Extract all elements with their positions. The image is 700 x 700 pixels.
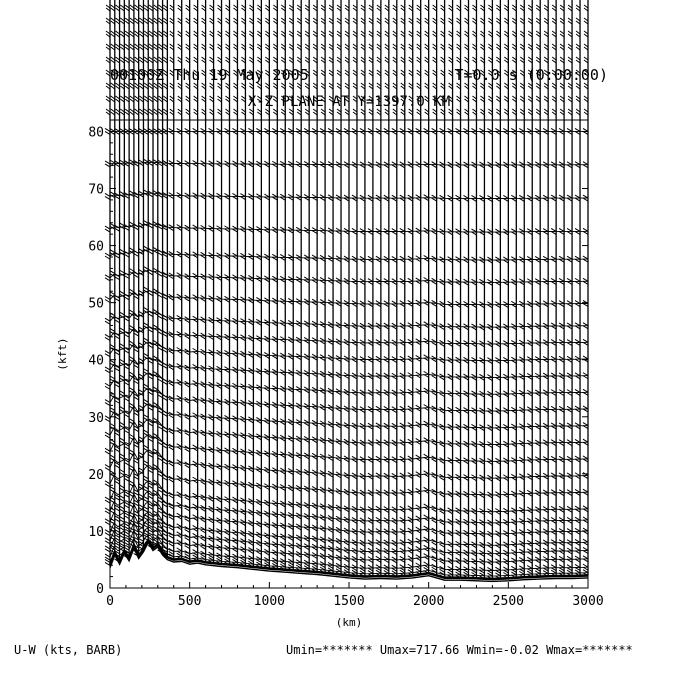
x-tick-label-0: 0 bbox=[106, 594, 114, 609]
y-tick-label-2: 20 bbox=[88, 467, 104, 483]
x-tick-label-4: 2000 bbox=[413, 594, 445, 609]
y-tick-label-6: 60 bbox=[88, 239, 104, 255]
y-tick-label-5: 50 bbox=[88, 296, 104, 312]
barb-flag-0-14 bbox=[105, 383, 110, 389]
y-axis-label: (kft) bbox=[56, 337, 69, 371]
barb-flag-0-6 bbox=[105, 508, 110, 514]
barb-flag-0-20 bbox=[105, 275, 110, 281]
barb-flag-0-23 bbox=[105, 193, 110, 199]
footer-left: U-W (kts, BARB) bbox=[14, 643, 123, 657]
x-axis-label: (km) bbox=[335, 616, 363, 629]
barb-flag-0-15 bbox=[105, 367, 110, 373]
y-tick-label-1: 10 bbox=[88, 524, 104, 540]
barb-flag-0-1 bbox=[105, 554, 110, 560]
barb-flag-0-25 bbox=[105, 128, 110, 134]
chart-subtitle: X-Z PLANE AT Y=1397.0 KM bbox=[247, 94, 451, 110]
barb-flag-0-16 bbox=[105, 351, 110, 357]
barb-flag-0-22 bbox=[105, 226, 110, 232]
barb-flag-0-17 bbox=[105, 334, 110, 340]
barb-flag-0-21 bbox=[105, 253, 110, 259]
barb-flag-0-11 bbox=[105, 432, 110, 438]
barb-flag-0-12 bbox=[105, 416, 110, 422]
barb-flag-0-5 bbox=[105, 519, 110, 525]
barb-flag-0-4 bbox=[105, 530, 110, 536]
barb-flag-0-3 bbox=[105, 538, 110, 544]
x-tick-label-5: 2500 bbox=[492, 594, 524, 609]
barb-flag-0-8 bbox=[105, 481, 110, 487]
barb-flag-0-19 bbox=[105, 296, 110, 302]
barb-flag-0-24 bbox=[105, 161, 110, 167]
y-tick-label-7: 70 bbox=[88, 182, 104, 198]
barb-flag-0-7 bbox=[105, 497, 110, 503]
barb-flag-0-10 bbox=[105, 448, 110, 454]
y-tick-label-3: 30 bbox=[88, 410, 104, 426]
chart-title-right: T=0.0 s (0:00:00) bbox=[454, 66, 608, 84]
x-tick-label-1: 500 bbox=[177, 594, 202, 609]
x-tick-label-3: 1500 bbox=[333, 594, 365, 609]
barb-flag-0-2 bbox=[105, 546, 110, 552]
footer-right: Umin=******* Umax=717.66 Wmin=-0.02 Wmax=******* bbox=[286, 643, 633, 657]
barb-flag-0-13 bbox=[105, 400, 110, 406]
x-tick-label-6: 3000 bbox=[572, 594, 604, 609]
x-tick-label-2: 1000 bbox=[253, 594, 285, 609]
y-tick-label-8: 80 bbox=[88, 125, 104, 141]
chart-title-left: 00100Z Thu 19 May 2005 bbox=[110, 66, 309, 84]
y-tick-label-0: 0 bbox=[96, 582, 104, 597]
barb-flag-0-9 bbox=[105, 465, 110, 471]
barb-flag-0-18 bbox=[105, 318, 110, 324]
y-tick-label-4: 40 bbox=[88, 353, 104, 369]
